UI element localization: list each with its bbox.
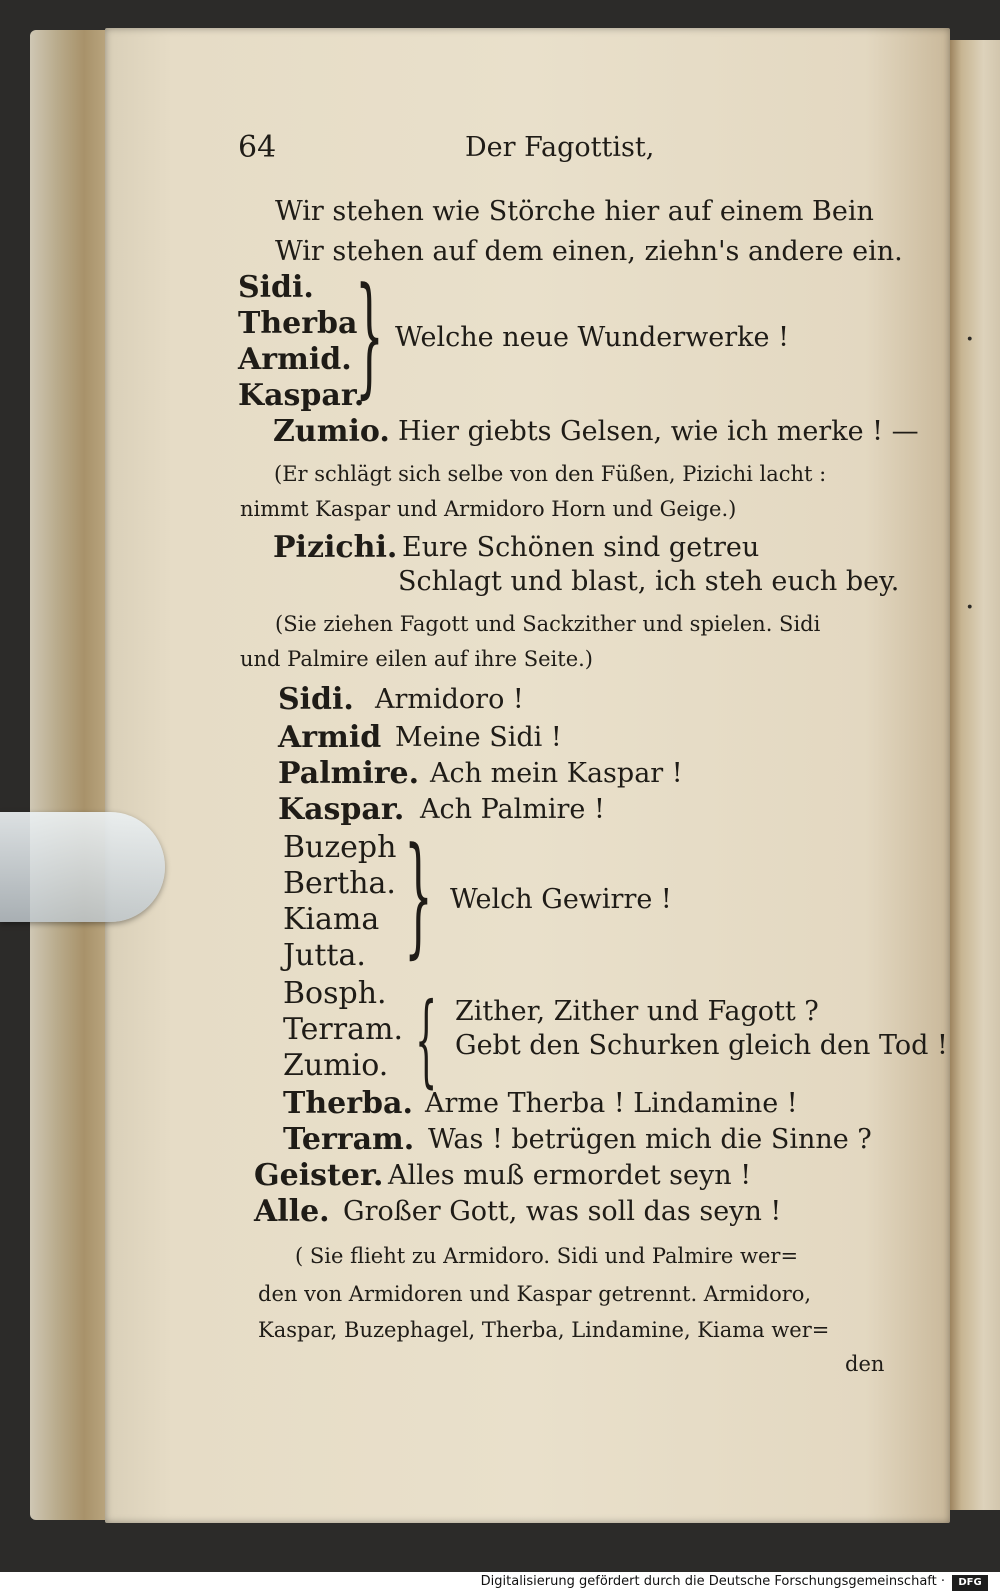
verse-line: Wir stehen wie Störche hier auf einem Bein [275, 196, 874, 227]
speaker-name: Buzeph [283, 830, 397, 865]
speaker-name: Terram. [283, 1122, 415, 1157]
speaker-name: Alle. [254, 1194, 330, 1229]
speaker-name: Kaspar. [238, 378, 365, 413]
speaker-name: Therba. [283, 1086, 413, 1121]
speaker-name: Sidi. [238, 270, 314, 305]
speaker-name: Kaspar. [278, 792, 405, 827]
facing-page-edge [945, 40, 1000, 1510]
stage-direction: (Sie ziehen Fagott und Sackzither und spielen. Sidi [275, 612, 821, 636]
dialogue-text: Schlagt und blast, ich steh euch bey. [398, 566, 900, 597]
dialogue-text: Welch Gewirre ! [450, 884, 672, 915]
speaker-name: Bertha. [283, 866, 396, 901]
dialogue-text: Ach mein Kaspar ! [430, 758, 683, 789]
verse-line: Wir stehen auf dem einen, ziehn's andere ein. [275, 236, 903, 267]
dialogue-text: Meine Sidi ! [395, 722, 562, 753]
page-number: 64 [238, 130, 277, 165]
page-clip-tab [0, 812, 165, 922]
dialogue-text: Ach Palmire ! [420, 794, 605, 825]
speaker-name: Terram. [283, 1012, 403, 1047]
stage-direction: nimmt Kaspar und Armidoro Horn und Geige.) [240, 497, 737, 521]
catchword: den [845, 1352, 885, 1376]
stage-direction: und Palmire eilen auf ihre Seite.) [240, 647, 593, 671]
curly-brace: } [404, 819, 433, 971]
speaker-name: Bosph. [283, 976, 387, 1011]
speaker-name: Sidi. [278, 682, 354, 717]
speaker-name: Geister. [254, 1158, 384, 1193]
facing-page-mark: · [965, 322, 975, 357]
dialogue-text: Zither, Zither und Fagott ? [455, 996, 819, 1027]
stage-direction: ( Sie flieht zu Armidoro. Sidi und Palmire wer= [295, 1244, 799, 1268]
speaker-name: Armid [278, 720, 382, 755]
running-head: Der Fagottist, [465, 132, 655, 163]
speaker-name: Kiama [283, 902, 380, 937]
stage-direction: den von Armidoren und Kaspar getrennt. Armidoro, [258, 1282, 812, 1306]
speaker-name: Palmire. [278, 756, 420, 791]
funding-notice: Digitalisierung gefördert durch die Deutsche Forschungsgemeinschaft · [480, 1574, 945, 1589]
dialogue-text: Hier giebts Gelsen, wie ich merke ! — [398, 416, 919, 447]
dialogue-text: Welche neue Wunderwerke ! [395, 322, 789, 353]
speaker-name: Therba [238, 306, 358, 341]
facing-page-mark: · [965, 590, 975, 625]
speaker-name: Zumio. [283, 1048, 389, 1083]
dialogue-text: Gebt den Schurken gleich den Tod ! [455, 1030, 948, 1061]
dialogue-text: Armidoro ! [375, 684, 524, 715]
speaker-name: Pizichi. [273, 530, 398, 565]
dialogue-text: Eure Schönen sind getreu [402, 532, 760, 563]
curly-brace: { [415, 981, 438, 1098]
dfg-logo: DFG [952, 1575, 988, 1591]
dialogue-text: Alles muß ermordet seyn ! [388, 1160, 752, 1191]
dialogue-text: Arme Therba ! Lindamine ! [425, 1088, 798, 1119]
dialogue-text: Großer Gott, was soll das seyn ! [343, 1196, 782, 1227]
dialogue-text: Was ! betrügen mich die Sinne ? [428, 1124, 872, 1155]
speaker-name: Armid. [238, 342, 352, 377]
speaker-name: Zumio. [273, 414, 390, 449]
curly-brace: } [355, 259, 384, 411]
stage-direction: (Er schlägt sich selbe von den Füßen, Pizichi lacht : [274, 462, 827, 486]
speaker-name: Jutta. [283, 938, 366, 973]
stage-direction: Kaspar, Buzephagel, Therba, Lindamine, Kiama wer= [258, 1318, 830, 1342]
footer-bar [0, 1572, 1000, 1595]
